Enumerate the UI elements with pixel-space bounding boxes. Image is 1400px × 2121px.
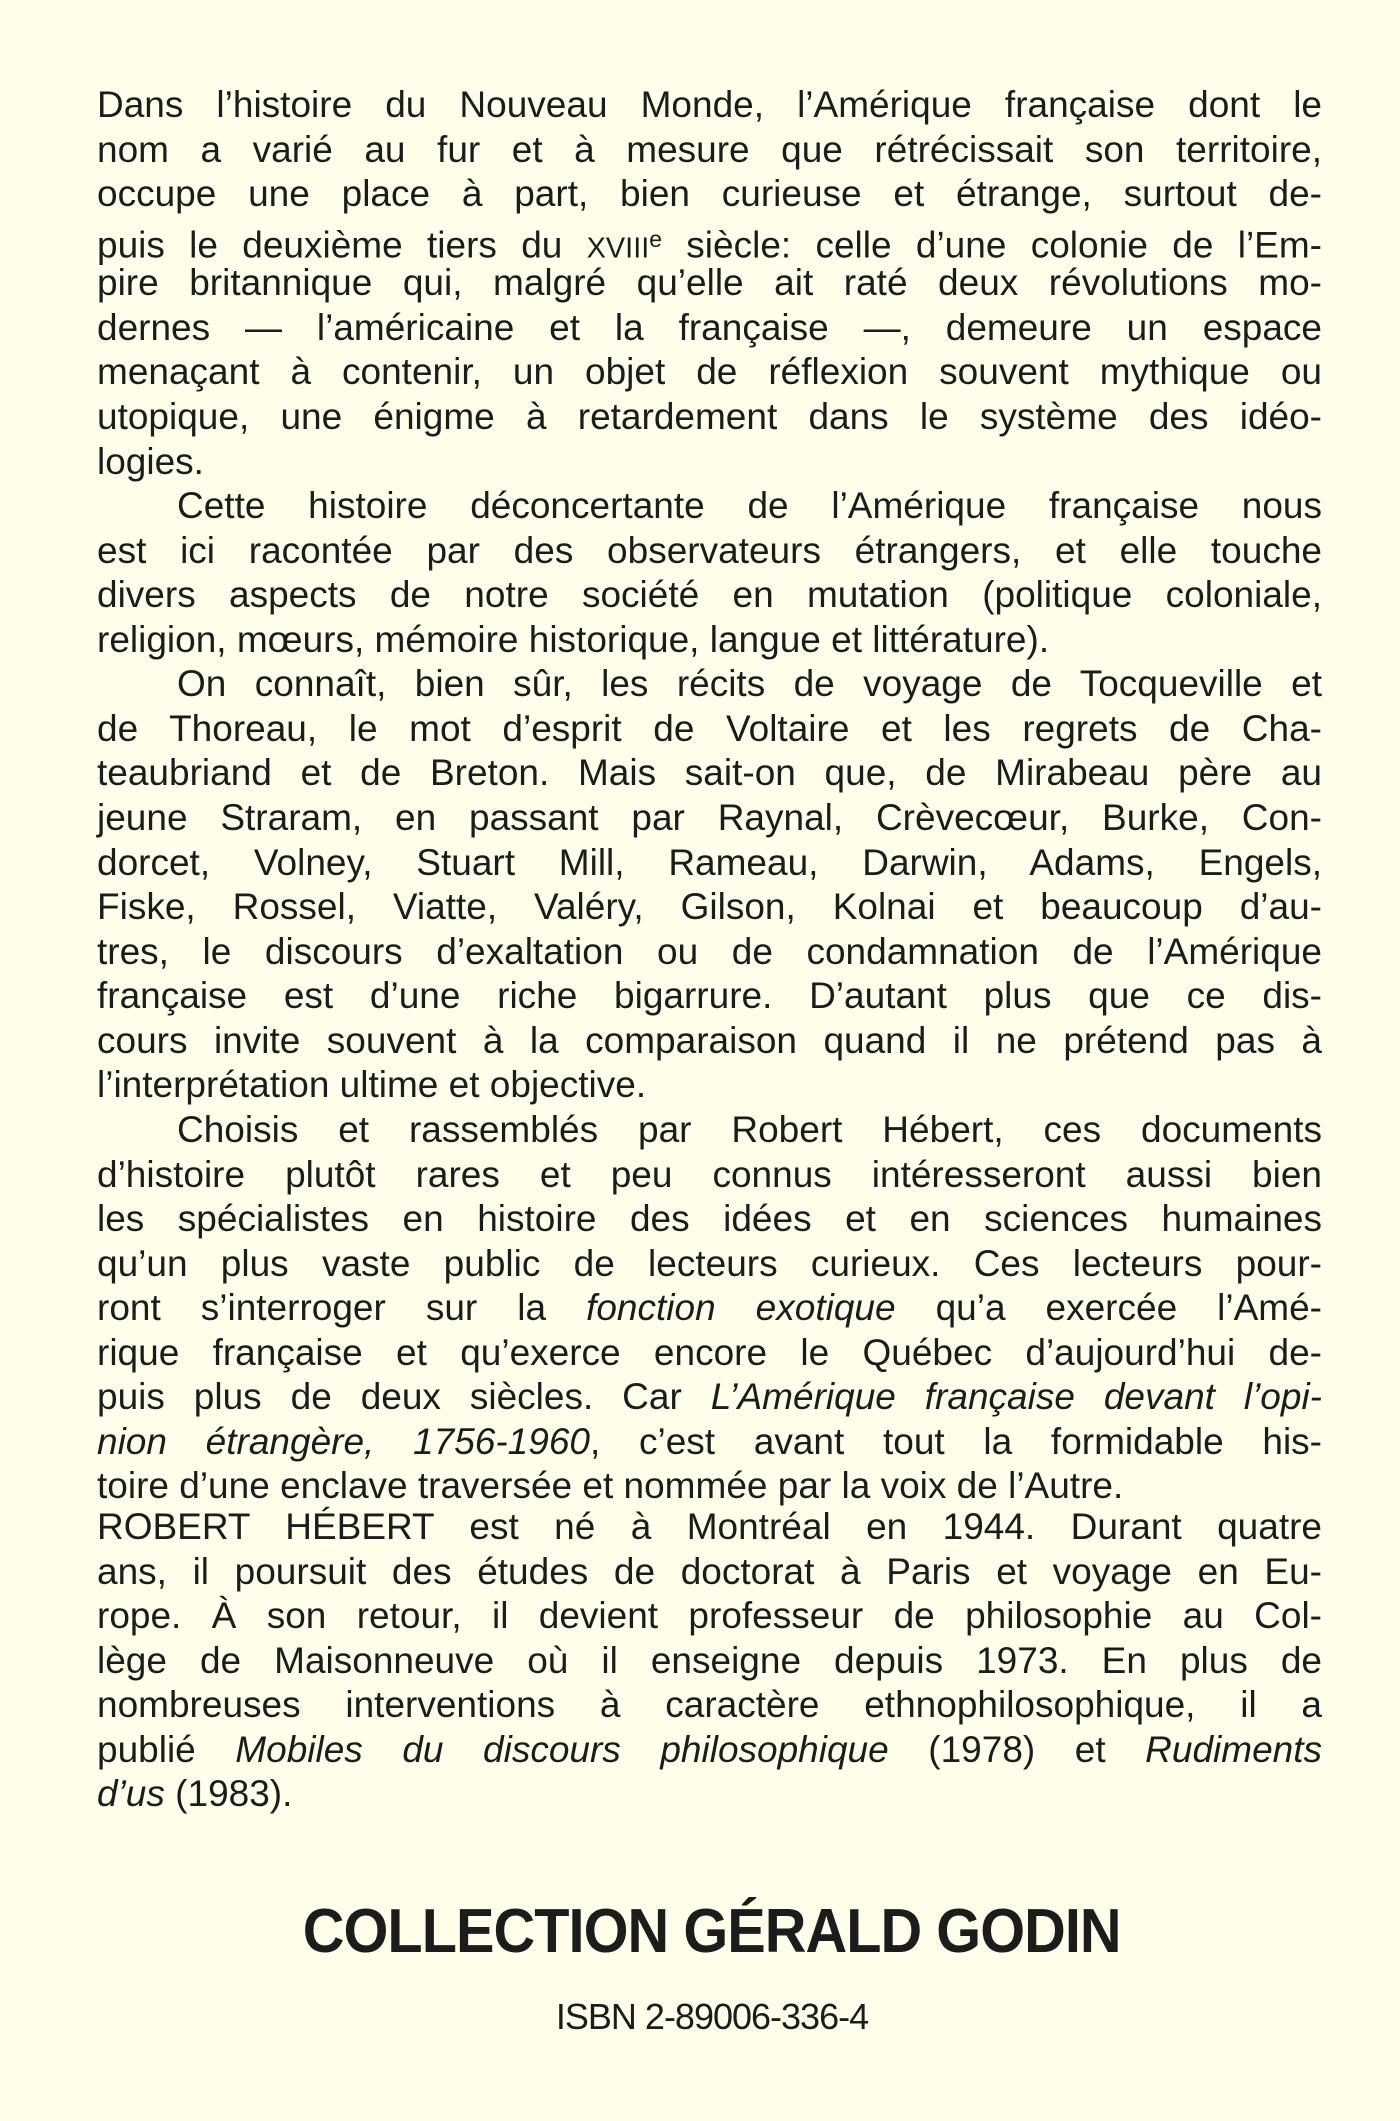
text-segment: dorcet, Volney, Stuart Mill, Rameau, Darwin, Adams, Engels, (97, 841, 1322, 883)
collection-title (0, 1896, 1400, 1968)
superscript-text: e (649, 225, 662, 252)
text-segment: logies. (97, 440, 204, 482)
text-segment: puis plus de deux siècles. Car (97, 1376, 711, 1418)
text-line (97, 1286, 1322, 1331)
text-line (97, 484, 1322, 529)
text-segment: divers aspects de notre société en mutation (politique coloniale, (97, 574, 1322, 616)
text-line (97, 172, 1322, 217)
back-cover-description (97, 83, 1322, 1509)
collection-title-text: COLLECTION GÉRALD GODIN (303, 1897, 1121, 1966)
italic-text: Mobiles du discours philosophique (235, 1728, 889, 1770)
text-segment: d’histoire plutôt rares et peu connus intéresseront aussi bien (97, 1153, 1322, 1195)
text-line (97, 83, 1322, 128)
text-line (97, 751, 1322, 796)
text-segment: publié (97, 1728, 236, 1770)
small-caps-text: XVIII (586, 232, 650, 264)
text-line (97, 395, 1322, 440)
text-segment: pire britannique qui, malgré qu’elle ait raté deux révolutions mo- (97, 262, 1322, 304)
text-segment: rique française et qu’exerce encore le Québec d’aujourd’hui de- (97, 1331, 1322, 1373)
isbn-number: ISBN 2-89006-336-4 (555, 1996, 869, 2037)
text-segment: française est d’une riche bigarrure. D’autant plus que ce dis- (97, 975, 1322, 1017)
text-line (97, 1153, 1322, 1198)
text-line (97, 618, 1322, 663)
text-segment: lège de Maisonneuve où il enseigne depuis 1973. En plus de (97, 1639, 1322, 1681)
text-line (97, 1639, 1322, 1684)
text-segment: toire d’une enclave traversée et nommée par la voix de l’Autre. (97, 1465, 1124, 1507)
italic-text: d’us (97, 1773, 165, 1815)
text-line (97, 1683, 1322, 1728)
text-line (97, 1108, 1322, 1153)
text-line (97, 306, 1322, 351)
paragraph (97, 484, 1322, 662)
text-line (97, 529, 1322, 574)
text-line (97, 1420, 1322, 1465)
text-line (97, 841, 1322, 886)
text-line (97, 440, 1322, 485)
text-segment: de Thoreau, le mot d’esprit de Voltaire et les regrets de Cha- (97, 707, 1322, 749)
text-line (97, 1331, 1322, 1376)
text-line (97, 573, 1322, 618)
text-segment: jeune Straram, en passant par Raynal, Crèvecœur, Burke, Con- (97, 797, 1322, 838)
text-line (97, 1019, 1322, 1064)
text-segment: rope. À son retour, il devient professeur de philosophie au Col- (97, 1595, 1322, 1637)
paragraph (97, 662, 1322, 1108)
text-segment: nombreuses interventions à caractère ethnophilosophique, il a (97, 1684, 1322, 1726)
text-segment: qu’a exercée l’Amé- (895, 1287, 1323, 1329)
text-segment: teaubriand et de Breton. Mais sait-on que, de Mirabeau père au (97, 752, 1322, 794)
text-segment: nom a varié au fur et à mesure que rétrécissait son territoire, (97, 128, 1322, 170)
text-segment: siècle: celle d’une colonie de l’Em- (662, 224, 1322, 265)
text-line (97, 796, 1322, 841)
text-line (97, 662, 1322, 707)
text-segment: ROBERT HÉBERT est né à Montréal en 1944. Durant quatre (97, 1506, 1322, 1547)
text-line (97, 885, 1322, 930)
text-segment: Choisis et rassemblés par Robert Hébert, ces documents (177, 1108, 1322, 1150)
text-segment: occupe une place à part, bien curieuse et étrange, surtout de- (97, 173, 1322, 215)
text-segment: , c’est avant tout la formidable his- (589, 1420, 1322, 1462)
text-line (97, 1375, 1322, 1420)
text-segment: Dans l’histoire du Nouveau Monde, l’Amérique française dont le (97, 84, 1322, 125)
text-line (97, 1197, 1322, 1242)
paragraph (97, 1505, 1322, 1817)
text-segment: dernes — l’américaine et la française —, demeure un espace (97, 306, 1322, 348)
text-segment: religion, mœurs, mémoire historique, langue et littérature). (97, 618, 1050, 660)
text-segment: Fiske, Rossel, Viatte, Valéry, Gilson, Kolnai et beaucoup d’au- (97, 886, 1322, 928)
text-line (97, 1464, 1322, 1509)
paragraph (97, 83, 1322, 484)
text-line (97, 930, 1322, 975)
italic-text: nion étrangère, 1756-1960 (97, 1420, 590, 1462)
text-line (97, 1772, 1322, 1817)
text-line (97, 217, 1322, 265)
text-line (97, 350, 1322, 395)
text-segment: On connaît, bien sûr, les récits de voyage de Tocqueville et (177, 663, 1322, 705)
text-line (97, 1063, 1322, 1108)
text-line (97, 128, 1322, 173)
italic-text: L’Amérique française devant l’opi- (710, 1376, 1322, 1418)
author-biography (97, 1505, 1322, 1817)
text-line (97, 1242, 1322, 1287)
text-segment: tres, le discours d’exaltation ou de condamnation de l’Amérique (97, 930, 1322, 972)
text-segment: cours invite souvent à la comparaison quand il ne prétend pas à (97, 1019, 1322, 1061)
text-line (97, 1550, 1322, 1595)
text-segment: les spécialistes en histoire des idées et en sciences humaines (97, 1198, 1322, 1240)
text-segment: (1983). (164, 1773, 293, 1815)
text-segment: utopique, une énigme à retardement dans le système des idéo- (97, 395, 1322, 437)
text-line (97, 261, 1322, 306)
text-line (97, 1594, 1322, 1639)
italic-text: Rudiments (1145, 1728, 1323, 1770)
text-segment: menaçant à contenir, un objet de réflexion souvent mythique ou (97, 351, 1322, 393)
italic-text: fonction exotique (586, 1287, 896, 1329)
text-segment: qu’un plus vaste public de lecteurs curieux. Ces lecteurs pour- (97, 1242, 1322, 1284)
text-line (97, 1728, 1322, 1773)
text-segment: ront s’interroger sur la (97, 1287, 587, 1329)
text-line (97, 974, 1322, 1019)
text-segment: Cette histoire déconcertante de l’Amérique française nous (177, 485, 1322, 527)
text-segment: est ici racontée par des observateurs étrangers, et elle touche (97, 529, 1322, 571)
text-segment: puis le deuxième tiers du (97, 224, 587, 265)
text-line (97, 1505, 1322, 1550)
text-line (97, 707, 1322, 752)
text-segment: (1978) et (888, 1728, 1146, 1770)
paragraph (97, 1108, 1322, 1509)
text-segment: l’interprétation ultime et objective. (97, 1064, 647, 1106)
text-segment: ans, il poursuit des études de doctorat à Paris et voyage en Eu- (97, 1550, 1322, 1592)
